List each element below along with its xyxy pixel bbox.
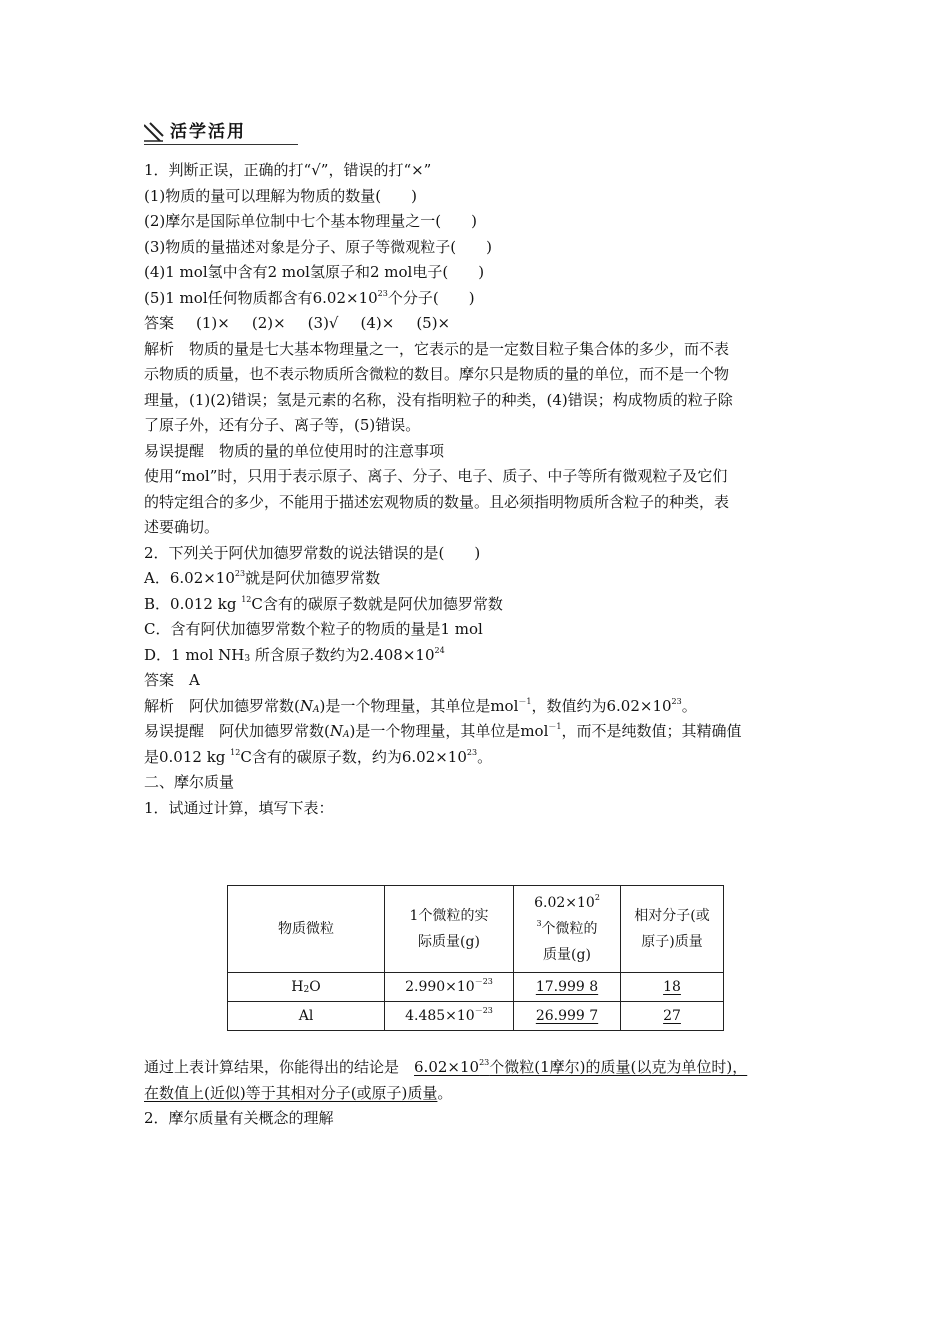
table-cell-relative: 27 [621, 1002, 724, 1031]
q2-tip: 易误提醒 阿伏加德罗常数$(N_A)$是一个物理量，其单位是mol$^{-1}$，而不是纯数值；其精确值 [144, 722, 742, 740]
next-item: 2．摩尔质量有关概念的理解 [144, 1109, 334, 1127]
table-cell-relative: 18 [621, 973, 724, 1002]
table-cell-particle: Al [228, 1002, 385, 1031]
table-cell-mass: $4.485\times 10^{-23}$ [385, 1002, 514, 1031]
main-content [144, 158, 814, 821]
diagonal-lines-icon [144, 122, 164, 142]
q1-item: (1)物质的量可以理解为物质的数量( ) [144, 186, 417, 205]
table-header-cell: 1个微粒的实 际质量(g) [385, 886, 514, 973]
q2-tip-continued: 是0.012 kg $^{12}$C含有的碳原子数，约为$6.02\times 10^{23}$。 [144, 747, 493, 766]
q1-item: (5)1 mol任何物质都含有$6.02\times 10^{23}$个分子( ) [144, 288, 475, 307]
q1-analysis-line: 解析 物质的量是七大基本物理量之一，它表示的是一定数目粒子集合体的多少，而不表 [144, 339, 730, 358]
q2-stem: 2．下列关于阿伏加德罗常数的说法错误的是( ) [144, 543, 481, 562]
q1-stem: 1．判断正误，正确的打“√”，错误的打“×” [144, 161, 432, 179]
q1-analysis-line: 示物质的质量，也不表示物质所含微粒的数目。摩尔只是物质的量的单位，而不是一个物 [144, 365, 730, 383]
q1-answer: 答案 (1)× (2)× (3)√ (4)× (5)× [144, 314, 451, 332]
q2-option-d: D．1 mol $NH_3$ 所含原子数约为$2.408\times 10^{24}$ [144, 645, 445, 664]
q2-answer: 答案 A [144, 671, 200, 689]
q1-item: (4)1 mol氢中含有2 mol氢原子和2 mol电子( ) [144, 263, 485, 281]
q2-option-a: A．$6.02\times 10^{23}$就是阿伏加德罗常数 [144, 569, 381, 587]
table-row [228, 1002, 724, 1031]
table-row [228, 973, 724, 1002]
table-cell-mass-mol: 26.999 7 [514, 1002, 621, 1031]
table-header-cell: 物质微粒 [228, 886, 385, 973]
q1-analysis-line: 了原子外，还有分子、离子等，(5)错误。 [144, 416, 421, 434]
q1-analysis-line: 理量，(1)(2)错误；氢是元素的名称，没有指明粒子的种类，(4)错误；构成物质的粒子除 [144, 390, 733, 409]
q1-tip-line: 的特定组合的多少，不能用于描述宏观物质的数量。且必须指明物质所含粒子的种类，表 [144, 492, 730, 511]
table-header-cell: $6.02\times 10^2$ $^3$个微粒的 质量(g) [514, 886, 621, 973]
molar-mass-table [227, 885, 724, 1031]
section-heading-text: 活学活用 [170, 122, 246, 142]
q2-analysis: 解析 阿伏加德罗常数$(N_A)$是一个物理量，其单位是mol$^{-1}$，数值约为$6.02\times 10^{23}$。 [144, 696, 697, 715]
q1-item: (3)物质的量描述对象是分子、原子等微观粒子( ) [144, 237, 492, 256]
table-cell-particle: $H_2O$ [228, 973, 385, 1002]
q2-option-b: B．0.012 kg $^{12}$C含有的碳原子数就是阿伏加德罗常数 [144, 594, 503, 613]
q1-item: (2)摩尔是国际单位制中七个基本物理量之一( ) [144, 212, 477, 230]
table-header-cell: 相对分子(或 原子)质量 [621, 886, 724, 973]
table-cell-mass-mol: 17.999 8 [514, 973, 621, 1002]
table-header-row [228, 886, 724, 973]
q2-option-c: C．含有阿伏加德罗常数个粒子的物质的量是1 mol [144, 620, 483, 638]
conclusion-block [144, 1055, 824, 1132]
q1-tip-line: 述要确切。 [144, 518, 220, 536]
table-cell-mass: $2.990\times 10^{-23}$ [385, 973, 514, 1002]
q1-tip-line: 使用“mol”时，只用于表示原子、离子、分子、电子、质子、中子等所有微观粒子及它们 [144, 467, 728, 485]
conclusion-line: 通过上表计算结果，你能得出的结论是 $6.02\times 10^{23}$个微粒(1摩尔)的质量(以克为单位时)， [144, 1058, 748, 1076]
q1-tip-title: 易误提醒 物质的量的单位使用时的注意事项 [144, 441, 445, 460]
part2-title: 二、摩尔质量 [144, 773, 235, 791]
conclusion-line: 在数值上(近似)等于其相对分子(或原子)质量。 [144, 1083, 453, 1102]
section-heading [144, 120, 298, 145]
calc-stem: 1．试通过计算，填写下表： [144, 798, 334, 817]
